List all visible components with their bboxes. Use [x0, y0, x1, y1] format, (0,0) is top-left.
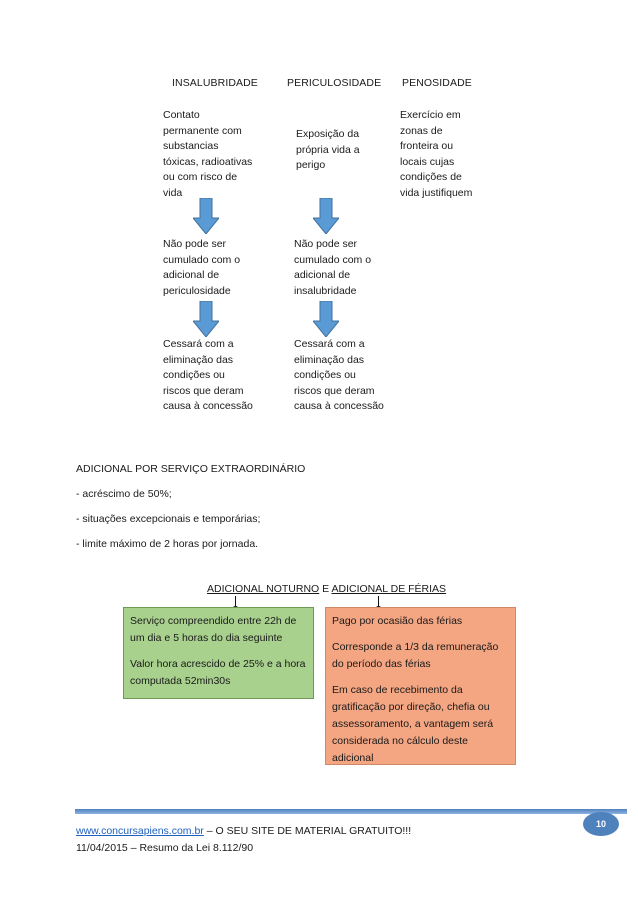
insalubridade-rule [163, 237, 240, 299]
ferias-text: Em caso de recebimento da gratificação por direção, chefia ou assessoramento, a vantagem será considerada no cálculo deste adicional [332, 684, 494, 764]
text-line: substancias [163, 140, 219, 152]
ferias-text: Pago por ocasião das férias [332, 615, 463, 627]
noturno-ferias-title [207, 583, 446, 595]
text-line: Não pode ser [163, 238, 227, 250]
heading-insalubridade: INSALUBRIDADE [172, 77, 258, 89]
text-line: adicional de [294, 269, 351, 281]
text-line: causa à concessão [294, 400, 384, 412]
extraordinario-item: - situações excepcionais e temporárias; [76, 513, 261, 525]
title-connector: E [319, 583, 332, 595]
page-number: 10 [595, 819, 606, 829]
text-line: Não pode ser [294, 238, 358, 250]
text-line: vida justifiquem [400, 186, 473, 199]
periculosidade-definition [296, 127, 360, 174]
text-line: condições ou [163, 369, 225, 381]
noturno-box [123, 607, 314, 699]
periculosidade-rule [294, 237, 371, 299]
text-line: causa à concessão [163, 400, 253, 412]
footer-line-2: 11/04/2015 – Resumo da Lei 8.112/90 [76, 842, 254, 854]
text-line: Exercício em [400, 109, 461, 121]
text-line: própria vida a [296, 143, 360, 156]
text-line: riscos que deram [163, 384, 244, 397]
footer-tagline: – O SEU SITE DE MATERIAL GRATUITO!!! [203, 825, 412, 837]
periculosidade-end [294, 337, 384, 415]
insalubridade-end [163, 337, 253, 415]
text-line: locais cujas [400, 155, 455, 168]
down-arrow-icon [193, 198, 219, 234]
text-line: condições ou [294, 369, 356, 381]
extraordinario-item: - acréscimo de 50%; [76, 488, 172, 500]
text-line: cumulado com o [294, 253, 372, 266]
footer-divider [75, 809, 627, 814]
text-line: periculosidade [163, 284, 231, 297]
extraordinario-title: ADICIONAL POR SERVIÇO EXTRAORDINÁRIO [76, 463, 306, 475]
text-line: Exposição da [296, 128, 360, 140]
insalubridade-definition [163, 108, 252, 201]
heading-periculosidade: PERICULOSIDADE [287, 77, 382, 89]
text-line: condições de [400, 171, 462, 183]
down-arrow-icon [313, 301, 339, 337]
title-noturno: ADICIONAL NOTURNO [207, 583, 320, 595]
text-line: eliminação das [294, 353, 365, 366]
text-line: tóxicas, radioativas [163, 155, 253, 168]
page-number-badge [583, 812, 619, 836]
text-line: insalubridade [294, 284, 357, 297]
footer-site-link[interactable]: www.concursapiens.com.br [76, 825, 204, 837]
text-line: permanente com [163, 124, 242, 137]
down-arrow-icon [313, 198, 339, 234]
text-line: Cessará com a [163, 338, 234, 350]
ferias-box [325, 607, 516, 765]
down-arrow-icon [193, 301, 219, 337]
text-line: Cessará com a [294, 338, 365, 350]
text-line: eliminação das [163, 353, 234, 366]
text-line: ou com risco de [163, 171, 238, 183]
text-line: Contato [163, 109, 200, 121]
text-line: zonas de [400, 124, 443, 137]
text-line: riscos que deram [294, 384, 375, 397]
title-ferias: ADICIONAL DE FÉRIAS [331, 583, 447, 595]
text-line: fronteira ou [400, 140, 454, 152]
extraordinario-item: - limite máximo de 2 horas por jornada. [76, 538, 259, 550]
text-line: adicional de [163, 269, 220, 281]
penosidade-definition [400, 108, 472, 201]
heading-penosidade: PENOSIDADE [402, 77, 472, 89]
noturno-text: Serviço compreendido entre 22h de um dia e 5 horas do dia seguinte [130, 615, 297, 644]
text-line: cumulado com o [163, 253, 241, 266]
noturno-text: Valor hora acrescido de 25% e a hora computada 52min30s [130, 658, 306, 687]
ferias-text: Corresponde a 1/3 da remuneração do período das férias [332, 641, 499, 670]
footer-line-1 [76, 825, 411, 837]
text-line: perigo [296, 159, 326, 171]
text-line: vida [163, 186, 183, 199]
